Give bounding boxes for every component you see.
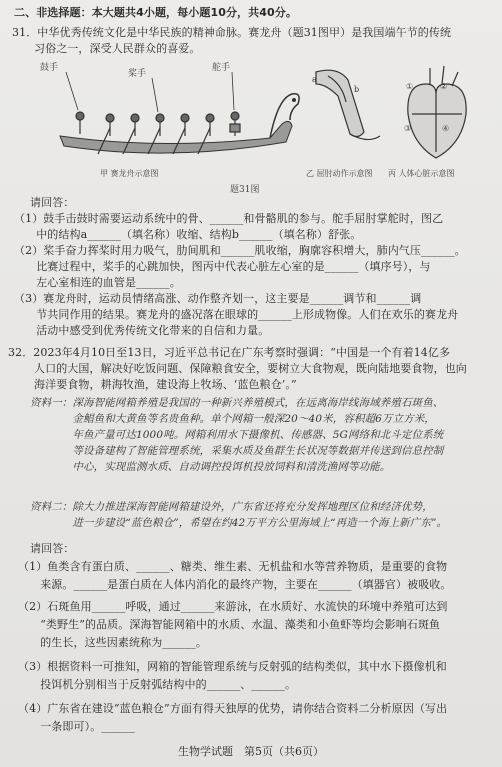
heart-number-2: ②: [440, 82, 448, 91]
q32-line-7: 投饵机分别相当于反射弧结构中的______、______。: [18, 678, 297, 691]
figure-title: 题31图: [230, 185, 260, 195]
q32-line-2: 来源。______是蛋白质在人体内消化的最终产物，主要在______（填器官）被吸收。: [18, 578, 452, 591]
caption-c: 丙 人体心脏示意图: [388, 169, 455, 178]
caption-b: 乙 屈肘动作示意图: [306, 169, 373, 178]
svg-text:a: a: [312, 75, 317, 84]
q31-prompt: 请回答：: [30, 196, 75, 209]
q32-line-1: （1）鱼类含有蛋白质、______、糖类、维生素、无机盐和水等营养物质，是重要的食物: [18, 560, 448, 573]
q32-line-4: “类野生”的品质。深海智能网箱中的水质、水温、藻类和小鱼虾等均会影响石斑鱼: [18, 618, 441, 631]
figure-label-helmsman: 舵手: [212, 63, 231, 73]
material2-line-2: 进一步建设“蓝色粮仓”，希望在约42万平方公里海域上“再造一个海上新广东”。: [30, 517, 448, 529]
material1-line-4: 等设备建构了智能管理系统，采集水质及鱼群生长状况等数据并传送到信息控制: [30, 445, 444, 457]
material2-line-1: 资料二：除大力推进深海智能网箱建设外，广东省还将充分发挥地理区位和经济优势，: [30, 501, 433, 513]
material1-line-3: 年鱼产量可达1000吨。网箱利用水下摄像机、传感器、5G网络和北斗定位系统: [30, 429, 444, 441]
q32-prompt: 请回答：: [30, 542, 75, 555]
caption-a: 甲 赛龙舟示意图: [100, 169, 159, 178]
section-header: 二、非选择题：本大题共4小题，每小题10分，共40分。: [14, 6, 297, 19]
q32-line-5: 的生长，这些因素统称为______。: [18, 636, 207, 649]
q31-line-5: 左心室相连的血管是______。: [14, 276, 181, 289]
q31-line-6: （3）赛龙舟时，运动员情绪高涨、动作整齐划一，这主要是______调节和______调: [14, 292, 422, 305]
material1-line-2: 金鲳鱼和大黄鱼等名贵鱼种。单个网箱一般深20～40米，容积超6万立方米，: [30, 413, 435, 425]
q31-line-4: 比赛过程中，桨手的心跳加快，图丙中代表心脏左心室的是______（填序号），与: [14, 260, 431, 273]
q32-intro-line-1: 32．2023年4月10日至13日，习近平总书记在广东考察时强调：“中国是一个有着14亿多: [8, 346, 451, 359]
material1-line-1: 资料一：深海智能网箱养殖是我国的一种新兴养殖模式，在远离海岸线海域养殖石斑鱼、: [30, 397, 444, 409]
q32-line-8: （4）广东省在建设“蓝色粮仓”方面有得天独厚的优势，请你结合资料二分析原因（写出: [18, 702, 448, 715]
figure-31: [40, 58, 480, 178]
q31-line-2: 中的结构a______（填名称）收缩、结构b______（填名称）舒张。: [14, 228, 362, 241]
q31-line-8: 活动中感受到优秀传统文化带来的自信和力量。: [14, 324, 270, 337]
q32-line-9: 一条即可）。______: [18, 720, 135, 733]
q31-intro-line-2: 习俗之一，深受人民群众的喜爱。: [34, 42, 201, 55]
dragon-boat-illustration: [40, 58, 480, 178]
q32-intro-line-3: 海洋要食物，耕海牧渔，建设海上牧场、‘蓝色粮仓’。”: [34, 378, 297, 391]
page-footer: 生物学试题 第5页（共6页）: [178, 745, 324, 758]
material1-line-5: 中心，实现监测水质、自动调控投饵机投放饲料和清洗渔网等功能。: [30, 461, 391, 473]
heart-number-1: ①: [406, 82, 414, 91]
heart-number-3: ③: [404, 124, 412, 133]
figure-label-drummer: 鼓手: [40, 63, 59, 73]
q32-intro-line-2: 人口的大国，解决好吃饭问题、保障粮食安全，要树立大食物观，既向陆地要食物，也向: [34, 362, 467, 375]
figure-label-rower: 桨手: [128, 69, 147, 79]
svg-text:b: b: [354, 85, 360, 94]
q32-line-6: （3）根据资料一可推知，网箱的智能管理系统与反射弧的结构类似，其中水下摄像机和: [18, 660, 447, 673]
q31-intro-line-1: 31．中华优秀传统文化是中华民族的精神命脉。赛龙舟（题31图甲）是我国端午节的传统: [12, 26, 452, 39]
q32-line-3: （2）石斑鱼用______呼吸，通过______来游泳，在水质好、水流快的环境中养殖可达到: [18, 600, 448, 613]
q31-line-7: 节共同作用的结果。赛龙舟的盛况落在眼球的______上形成物像。人们在欢乐的赛龙舟: [14, 308, 459, 321]
q31-line-1: （1）鼓手击鼓时需要运动系统中的骨、______和骨骼肌的参与。舵手屈肘掌舵时，图乙: [14, 212, 444, 225]
q31-line-3: （2）桨手奋力挥桨时用力吸气，肋间肌和______肌收缩，胸廓容积增大，肺内气压______。: [14, 244, 466, 257]
heart-number-4: ④: [442, 124, 450, 133]
